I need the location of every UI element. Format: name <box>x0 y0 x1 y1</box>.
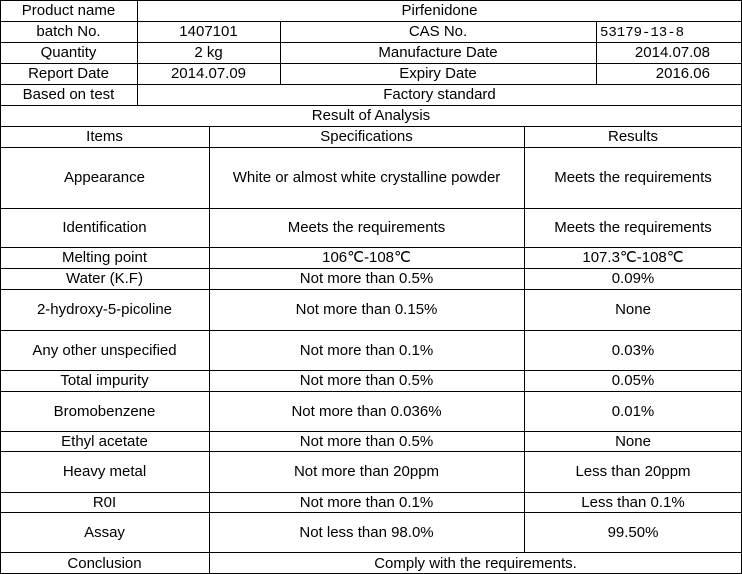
row-result: 99.50% <box>607 523 659 541</box>
grid-line <box>0 84 742 85</box>
conclusion-value: Comply with the requirements. <box>374 554 577 572</box>
row-item: Bromobenzene <box>53 402 156 420</box>
row-result: 0.09% <box>611 270 655 287</box>
row-item: Water (K.F) <box>66 270 143 287</box>
grid-line <box>596 21 597 84</box>
row-item: Any other unspecified <box>32 341 177 359</box>
row-item: Identification <box>62 219 147 236</box>
grid-line <box>0 0 742 1</box>
grid-line <box>0 105 742 106</box>
row-item: Ethyl acetate <box>61 432 148 450</box>
row-specification: Not more than 0.1% <box>299 493 434 511</box>
grid-line <box>280 21 281 84</box>
grid-line <box>0 289 742 290</box>
row-item: Appearance <box>64 169 145 186</box>
grid-line <box>0 208 742 209</box>
row-item: R0I <box>92 493 117 511</box>
row-result: 0.03% <box>611 341 655 359</box>
expiry-date-value: 2016.06 <box>655 65 710 82</box>
grid-line <box>0 512 742 513</box>
grid-line <box>0 330 742 331</box>
row-item: 2-hydroxy-5-picoline <box>36 301 173 318</box>
row-result: Meets the requirements <box>554 219 712 236</box>
grid-line <box>0 0 1 574</box>
row-specification: 106℃-108℃ <box>322 249 411 266</box>
quantity-value: 2 kg <box>194 44 223 61</box>
grid-line <box>0 21 742 22</box>
row-result: 0.01% <box>611 402 655 420</box>
grid-line <box>0 431 742 432</box>
row-specification: Not less than 98.0% <box>299 523 434 541</box>
based-on-test-value: Factory standard <box>383 86 496 103</box>
row-specification: Not more than 0.036% <box>291 402 442 420</box>
row-result: None <box>615 432 651 450</box>
batch-value: 1407101 <box>179 23 238 40</box>
grid-line <box>137 0 138 105</box>
manufacture-date-value: 2014.07.08 <box>634 44 710 61</box>
grid-line <box>0 126 742 127</box>
grid-line <box>0 370 742 371</box>
cas-value: 53179-13-8 <box>600 25 685 41</box>
row-specification: White or almost white crystalline powder <box>232 169 501 186</box>
column-header-results: Results <box>607 128 659 145</box>
quantity-label: Quantity <box>40 44 97 61</box>
cas-label: CAS No. <box>408 23 468 40</box>
expiry-date-label: Expiry Date <box>399 65 477 82</box>
grid-line <box>0 63 742 64</box>
column-header-specifications: Specifications <box>320 128 413 145</box>
grid-line <box>0 492 742 493</box>
row-result: 107.3℃-108℃ <box>582 249 684 266</box>
row-item: Heavy metal <box>62 463 147 480</box>
grid-line <box>0 268 742 269</box>
product-name-label: Product name <box>21 2 116 19</box>
manufacture-date-label: Manufacture Date <box>378 44 498 61</box>
row-result: Less than 20ppm <box>575 463 691 480</box>
row-result: 0.05% <box>611 372 655 389</box>
conclusion-label: Conclusion <box>67 554 142 572</box>
grid-line <box>0 42 742 43</box>
row-specification: Meets the requirements <box>287 219 446 236</box>
row-specification: Not more than 20ppm <box>293 463 440 480</box>
report-date-value: 2014.07.09 <box>170 65 247 82</box>
row-item: Total impurity <box>60 372 149 389</box>
row-result: None <box>615 301 651 318</box>
row-result: Meets the requirements <box>554 169 712 186</box>
grid-line <box>0 451 742 452</box>
row-specification: Not more than 0.5% <box>299 270 434 287</box>
row-item: Melting point <box>61 249 148 266</box>
row-specification: Not more than 0.1% <box>299 341 434 359</box>
row-result: Less than 0.1% <box>581 493 685 511</box>
product-name-value: Pirfenidone <box>401 2 478 19</box>
grid-line <box>0 391 742 392</box>
report-date-label: Report Date <box>28 65 109 82</box>
batch-label: batch No. <box>36 23 101 40</box>
grid-line <box>0 147 742 148</box>
grid-line <box>0 552 742 553</box>
row-specification: Not more than 0.5% <box>299 432 434 450</box>
analysis-title: Result of Analysis <box>311 107 431 124</box>
grid-line <box>0 247 742 248</box>
based-on-test-label: Based on test <box>22 86 115 103</box>
row-specification: Not more than 0.5% <box>299 372 434 389</box>
row-item: Assay <box>84 523 125 541</box>
row-specification: Not more than 0.15% <box>295 301 438 318</box>
grid-line <box>209 126 210 574</box>
grid-line <box>524 126 525 552</box>
column-header-items: Items <box>86 128 123 145</box>
